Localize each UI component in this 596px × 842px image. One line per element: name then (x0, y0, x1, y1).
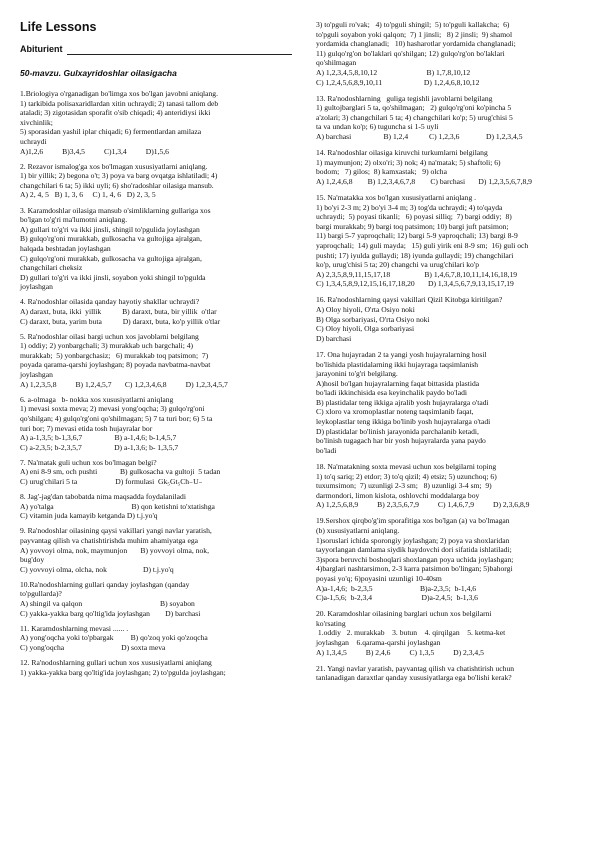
question-block (316, 20, 582, 87)
question-list-left (20, 89, 292, 677)
question-block (20, 658, 292, 677)
question-line: poyada qarama-qarshi joylashgan; 8) poyada navbatma-navbat (20, 360, 211, 370)
question-line: 5) sporasidan yashil iplar chiqadi; 6) fermentlardan amilaza (20, 127, 202, 137)
question-block (316, 664, 582, 683)
question-text: 3. Karamdoshlar oilasiga mansub o'simliklarning gullariga xos (20, 205, 211, 215)
question-line: bo'linish tugagach har bir yosh hujayralarda yana paydo (316, 436, 486, 446)
question-line: leykoplastlar teng ikkiga bo'linib yosh hujayralarga o'tadi (316, 417, 491, 427)
question-block (316, 94, 582, 142)
question-line: A) 1,2,3,4,5,8,10,12 B) 1,7,8,10,12 (316, 67, 471, 77)
right-column (316, 20, 582, 689)
question-text: 4. Ra'nodoshlar oilasida qanday hayotiy shakllar uchraydi? (20, 297, 200, 307)
question-text: 5. Ra'nodoshlar oilasi bargi uchun xos javoblarni belgilang (20, 331, 199, 341)
question-line: C) Oloy hiyoli, Olga sorbariyasi (316, 324, 415, 334)
question-text: 7. Na'matak guli uchun xos bo'lmagan belgi? (20, 457, 157, 467)
question-line: A) a-1,3,5; b-1,3,6,7 B) a-1,4,6; b-1,4,5,7 (20, 433, 177, 443)
question-block (20, 395, 292, 453)
question-text: 8. Jag'-jag'dan tabobatda nima maqsadda foydalaniladi (20, 492, 186, 502)
question-line: bug'doy (20, 555, 45, 565)
question-line: bo'ladi ikkinchisida esa keyinchalik paydo bo'ladi (316, 388, 467, 398)
question-line: A) daraxt, buta, ikki yillik B) daraxt, buta, bir yillik o'tlar (20, 306, 217, 316)
question-line: B) plastidalar teng ikkiga ajralib yosh hujayralarga o'tadi (316, 397, 489, 407)
question-line: poyasi yo'q; 6)poyasini uzunligi 10-40sm (316, 573, 442, 583)
question-line: changchilari 6 ta; 5) ikki uyli; 6) sho'radoshlar oilasiga mansub. (20, 180, 214, 190)
question-line: 1) maymunjon; 2) olxo'ri; 3) nok; 4) na'matak; 5) shaftoli; 6) (316, 157, 501, 167)
question-line: A) 1,3,4,5 B) 2,4,6 C) 1,3,5 D) 2,3,4,5 (316, 647, 484, 657)
question-line: A) 2,3,5,8,9,11,15,17,18 B) 1,4,6,7,8,10,11,14,16,18,19 (316, 269, 518, 279)
question-text: 12. Ra'nodoshlarning gullari uchun xos xususiyatlarni aniqlang (20, 657, 212, 667)
question-line: C) 1,2,4,5,6,8,9,10,11 D) 1,2,4,6,8,10,12 (316, 77, 480, 87)
question-line: D) barchasi (316, 333, 352, 343)
question-text: 21. Yangi navlar yaratish, payvantag qilish va chatishtirish uchun (316, 663, 515, 673)
question-line: A)a-1,4,6; b-2,3,5 B)a-2,3,5; b-1,4,6 (316, 583, 477, 593)
question-line: A) yong'oqcha yoki to'pbargak B) qo'zoq yoki qo'zoqcha (20, 633, 208, 643)
question-block (20, 332, 292, 390)
question-line: 1) bo'yi 2-3 m; 2) bo'yi 3-4 m; 3) tog'da uchraydi; 4) to'qayda (316, 202, 503, 212)
question-line: joylashgan (20, 370, 53, 380)
question-line: A) eni 8-9 sm, och pushti B) gulkosacha va gultoji 5 tadan (20, 467, 221, 477)
question-line: 1)soruslari ichida sporongiy joylashgan; 2) poya va shoxlaridan (316, 535, 510, 545)
question-line: 1) tarkibida polisaxaridlardan xitin uchraydi; 2) tanasi tallom deb (20, 98, 219, 108)
question-line: joylashgan (20, 282, 53, 292)
question-block (316, 193, 582, 289)
question-block (20, 89, 292, 156)
question-text: 11. Karamdoshlarning mevasi ...... . (20, 623, 129, 633)
question-text: 1.Briologiya o'rganadigan bo'limga xos bo'lgan javobni aniqlang. (20, 89, 218, 98)
question-text: 19.Sershox qirqbo'g'im sporafitiga xos bo'lgan (a) va bo'lmagan (316, 516, 510, 526)
question-line: A) shingil va qalqon B) soyabon (20, 599, 195, 608)
question-line: A) 1,2,5,6,8,9 B) 2,3,5,6,7,9 C) 1,4,6,7,9 D) 2,3,6,8,9 (316, 500, 530, 510)
question-line: qo'shilmagan (316, 58, 357, 68)
question-line: (b) xususiyatlarni aniqlang. (316, 526, 400, 535)
question-line: to'pgullarda)? (20, 589, 62, 599)
question-line: joylashgan 6.qarama-qarshi joylashgan (316, 638, 441, 648)
question-block (20, 580, 292, 618)
question-line: C) urug'chilari 5 ta D) formulasi Gk₅Gt₅Ch₋U₋ (20, 476, 203, 486)
question-text: 20. Karamdoshlar oilasining barglari uchun xos belgilarni (316, 609, 492, 619)
question-line: C) yovvoyi olma, olcha, nok D) t.j.yo'q (20, 564, 174, 574)
question-line: 11) gulqo'rg'on bo'laklari qo'shilgan; 12) gulqo'rg'on bo'laklari (316, 48, 505, 58)
question-line: A) barchasi B) 1,2,4 C) 1,2,3,6 D) 1,2,3,4,5 (316, 132, 523, 142)
question-text: 9. Ra'nodoshlar oilasining qaysi vakillari yangi navlar yaratish, (20, 526, 212, 536)
question-line: C) daraxt, buta, yarim buta D) daraxt, buta, ko'p yillik o'tlar (20, 316, 221, 326)
question-text: 6. a-olmaga b- nokka xos xususiyatlarni aniqlang (20, 394, 174, 404)
question-line: 3)spora beruvchi boshoqlari shoxlangan poya uchida joylashgan; (316, 554, 514, 564)
student-name-label: Abiturient (20, 44, 63, 54)
question-line: 1) gultojbarglari 5 ta, qo'shilmagan; 2) gulqo'rg'oni ko'pincha 5 (316, 103, 512, 113)
question-block (316, 609, 582, 657)
question-line: bo'lishida plastidalarning ikki hujayraga taqsimlanish (316, 359, 479, 369)
question-line: xivchinlik; (20, 117, 53, 127)
question-line: D) plastidalar bo'linish jarayonida parchalanib ketadi, (316, 426, 479, 436)
question-block (20, 624, 292, 653)
question-block (316, 295, 582, 343)
question-list-right (316, 20, 582, 683)
question-line: C) xloro va xromoplastlar noteng taqsimlanib faqat, (316, 407, 474, 417)
question-line: B) gulqo'rg'oni murakkab, gulkosacha va gultojiga ajralgan, (20, 234, 202, 244)
question-block (316, 148, 582, 186)
question-line: murakkab; 5) yonbargchasiz; 6) murakkab toq patsimon; 7) (20, 350, 209, 360)
question-line: jarayonini to'g'ri belgilang. (316, 369, 398, 379)
question-line: A) 2, 4, 5 B) 1, 3, 6 C) 1, 4, 6 D) 2, 3, 5 (20, 190, 156, 200)
question-line: 4)barglari nashtarsimon, 2-3 karra patsimon bo'lingan; 5)bahorgi (316, 564, 513, 574)
question-line: tuxumsimon; 7) uzunligi 2-3 sm; 8) uzunligi 3-4 sm; 9) (316, 481, 492, 491)
question-line: A) gullari to'g'ri va ikki jinsli, shingil to'pgulida joylashgan (20, 224, 200, 234)
question-line: tayyorlangan damlama siydik haydovchi dori sifatida ishlatiladi; (316, 545, 512, 555)
question-line: B) Olga sorbariyasi, O'rta Osiyo noki (316, 314, 430, 324)
question-line: A) yovvoyi olma, nok, maymunjon B) yovvoyi olma, nok, (20, 545, 209, 555)
question-line: uchraydi (20, 136, 47, 146)
question-line: ta va undan ko'p; 6) tuguncha si 1-5 uyli (316, 122, 439, 132)
question-text: 13. Ra'nodoshlarning guliga tegishli javoblarni belgilang (316, 93, 493, 103)
question-line: qo'shilgan; 4) gulqo'rg'oni qo'shilmagan; 5) 7 ta turi bor; 6) 5 ta (20, 413, 213, 423)
question-text: 10.Ra'nodoshlarning gullari qanday joylashgan (qanday (20, 579, 190, 589)
question-line: 1) to'q sariq; 2) etdor; 3) to'q qizil; 4) etsiz; 5) uzunchoq; 6) (316, 471, 497, 481)
question-line: A)hosil bo'lgan hujayralarning faqat bittasida plastida (316, 378, 480, 388)
student-name-line (20, 44, 292, 55)
question-line: darmondori, limon kislota, oshlovchi moddalarga boy (316, 490, 480, 500)
question-block (316, 462, 582, 510)
question-line: ko'p, urug'chisi 5 ta; 20) changchi va urug'chilari ko'p (316, 260, 480, 270)
question-line: to'pguli soyabon yoki qalqon; 7) 1 jinsli; 8) 2 jinsli; 9) shamol (316, 29, 513, 39)
question-block (20, 297, 292, 326)
question-block (20, 526, 292, 574)
question-line: a'zolari; 3) changchilari 5 ta; 4) changchilari ko'p; 5) urug'chisi 5 (316, 112, 513, 122)
question-block (316, 350, 582, 456)
question-line: bo'ladi (316, 445, 337, 455)
question-text: 2. Rezavor ismalog'ga xos bo'lmagan xususiyatlarni aniqlang. (20, 161, 208, 171)
question-line: C) gulqo'rg'oni murakkab, gulkosacha va gultojiga ajralgan, (20, 253, 202, 263)
question-line: halqada beshtadan joylashgan (20, 243, 111, 253)
question-line: C) vitamin juda kamayib ketganda D) t.j.yo'q (20, 511, 158, 521)
question-line: D) gullari to'g'ri va ikki jinsli, soyabon yoki shingil to'pgulda (20, 272, 206, 282)
student-name-field[interactable] (67, 46, 293, 55)
question-line: C) yong'oqcha D) soxta meva (20, 642, 166, 652)
question-line: ataladi; 3) zigotasidan sporafit o'sib chiqadi; 4) anteridiysi ikki (20, 108, 211, 118)
question-line: C) a-2,3,5; b-2,3,5,7 D) a-1,3,6; b- 1,3,5,7 (20, 442, 179, 452)
question-line: yordamida changlanadi; 10) hasharotlar yordamida changlanadi; (316, 39, 516, 49)
question-line: 1) yakka-yakka barg qo'ltig'ida joylashgan; 2) to'pgulda joylashgan; (20, 667, 226, 677)
question-line: pushti; 17) iyulda gullaydi; 18) iyunda gullaydi; 19) changchilari (316, 250, 514, 260)
left-column (20, 20, 292, 683)
question-line: 1) bir yillik; 2) begona o't; 3) poya va barg ovqatga ishlatiladi; 4) (20, 171, 218, 181)
question-text: 16. Ra'nodoshlarning qaysi vakillari Qizil Kitobga kiritilgan? (316, 295, 503, 305)
question-line: A) 1,2,4,6,8 B) 1,2,3,4,6,7,8 C) barchasi D) 1,2,3,5,6,7,8,9 (316, 176, 532, 186)
question-line: 11) bargi 5-7 yaproqchali; 12) bargi 5-9 yaproqchali; 13) bargi 8-9 (316, 231, 518, 241)
question-line: bo'lgan to'g'ri ma'lumotni aniqlang. (20, 215, 128, 225)
question-line: uchraydi; 5) poyasi tikanli; 6) poyasi silliq; 7) bargi oddiy; 8) (316, 212, 512, 222)
question-line: turi bor; 7) mevasi etida tosh hujayralar bor (20, 423, 153, 433)
question-line: bargi murakkab; 9) bargi toq patsimon; 10) bargi juft patsimon; (316, 221, 509, 231)
question-line: 1.oddiy 2. murakkab 3. butun 4. qirqilgan 5. ketma-ket (316, 628, 506, 638)
page-title: Life Lessons (20, 20, 97, 34)
question-line: C) yakka-yakka barg qo'ltig'ida joylashgan D) barchasi (20, 608, 201, 618)
question-block (20, 162, 292, 200)
question-line: yaproqchali; 14) guli mayda; 15) guli yirik eni 8-9 sm; 16) guli och (316, 240, 529, 250)
question-line: C) 1,3,4,5,8,9,12,15,16,17,18,20 D) 1,3,4,5,6,7,9,13,15,17,19 (316, 279, 514, 289)
question-line: 1) mevasi soxta meva; 2) mevasi yong'oqcha; 3) gulqo'rg'oni (20, 404, 205, 414)
question-line: payvantag qilish va chatishtirishda muhim ahamiyatga ega (20, 535, 198, 545)
question-block (20, 492, 292, 521)
question-line: A) yo'talga B) qon ketishni to'xtatishga (20, 501, 215, 511)
question-line: A) Oloy hiyoli, O'rta Osiyo noki (316, 305, 415, 315)
question-line: bodom; 7) gilos; 8) kamxastak; 9) olcha (316, 167, 447, 177)
question-line: A)1,2,6 B)3,4,5 C)1,3,4 D)1,5,6 (20, 146, 169, 156)
question-line: changchilari cheksiz (20, 263, 83, 273)
question-text: 17. Ona hujayradan 2 ta yangi yosh hujayralarning hosil (316, 349, 487, 359)
question-text: 14. Ra'nodoshlar oilasiga kiruvchi turkumlarni belgilang (316, 148, 488, 158)
topic-heading: 50-mavzu. Gulxayridoshlar oilasigacha (20, 68, 177, 78)
question-line: ko'rsating (316, 618, 346, 628)
question-line: 1) oddiy; 2) yonbargchali; 3) murakkab uch bargchali; 4) (20, 341, 194, 351)
question-block (20, 206, 292, 292)
question-block (316, 516, 582, 602)
question-line: C)a-1,5,6; b-2,3,4 D)a-2,4,5; b-1,3,6 (316, 593, 478, 603)
question-text: 18. Na'matakning soxta mevasi uchun xos belgilarni toping (316, 461, 497, 471)
question-line: A) 1,2,3,5,8 B) 1,2,4,5,7 C) 1,2,3,4,6,8 D) 1,2,3,4,5,7 (20, 379, 228, 389)
question-line: tanlanadigan daraxtlar qanday xususiyatlarga ega bo'lishi kerak? (316, 673, 512, 683)
question-text: 3) to'pguli ro'vak; 4) to'pguli shingil; 5) to'pguli kallakcha; 6) (316, 20, 510, 29)
question-text: 15. Na'matakka xos bo'lgan xususiyatlarni aniqlang . (316, 193, 477, 202)
question-block (20, 458, 292, 487)
